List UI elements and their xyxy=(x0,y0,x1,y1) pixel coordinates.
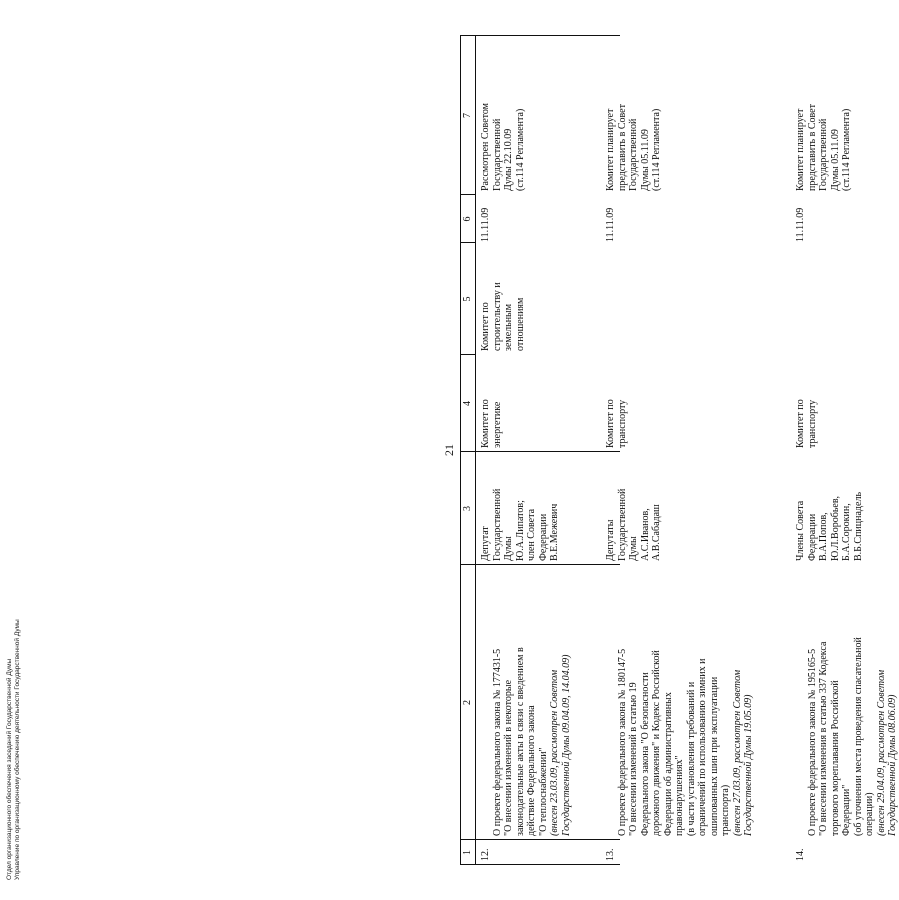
column-header-2: 2 xyxy=(462,700,473,705)
document-page xyxy=(20,20,898,880)
column-divider xyxy=(460,451,620,452)
column-header-1: 1 xyxy=(462,850,473,855)
column-divider xyxy=(460,864,620,865)
column-header-4: 4 xyxy=(462,401,473,406)
bill-title xyxy=(795,566,899,836)
column-header-3: 3 xyxy=(462,506,473,511)
bill-description: О проекте федерального закона № 180147-5 "О внесении изменений в статью 19 Федерального закона "О безопасности дорожного движения" и Кодекс Российской Федерации об административных правонарушениях" (в части установления требований и ограничений по использованию зимних и ошипованных шин при эксплуатации транспорта) xyxy=(616,648,731,836)
column-divider xyxy=(460,35,620,36)
page-footer xyxy=(6,20,26,880)
responsible-committee: Комитет по энергетике xyxy=(480,399,503,448)
bill-status: Рассмотрен Советом Государственной Думы 22.10.09 (ст.114 Регламента) xyxy=(480,102,526,191)
bill-description: О проекте федерального закона № 195165-5 "О внесении изменения в статью 337 Кодекса торгового мореплавания Российской Федерации" (об уточнении места проведения спасательной операции) xyxy=(806,637,875,836)
footer-directorate: Управление по организационному обеспечению деятельности Государственной Думы xyxy=(14,619,21,880)
column-header-7: 7 xyxy=(462,113,473,118)
deadline-date: 11.11.09 xyxy=(605,207,616,242)
bill-status: Комитет планирует представить в Совет Государственной Думы 05.11.09 (ст.114 Регламента) xyxy=(605,104,662,191)
column-divider xyxy=(460,564,620,565)
bill-status: Комитет планирует представить в Совет Государственной Думы 05.11.09 (ст.114 Регламента) xyxy=(795,104,852,191)
deadline-date: 11.11.09 xyxy=(480,207,491,242)
bill-submission-note: (внесен 23.03.09, рассмотрен Советом Государственной Думы 09.04.09, 14.04.09) xyxy=(549,654,572,836)
column-header-5: 5 xyxy=(462,296,473,302)
row-number: 14. xyxy=(795,848,806,861)
column-divider xyxy=(460,839,620,840)
bill-table xyxy=(460,35,898,865)
bill-initiator: Депутат Государственной Думы Ю.А.Липатов; член Совета Федерации В.Е.Межевич xyxy=(480,488,560,561)
bill-initiator: Члены Совета Федерации В.А.Попов, Ю.Л.Воробьев, Б.А.Сорокин, В.Б.Спицнадель xyxy=(795,491,864,561)
column-header-6: 6 xyxy=(462,216,473,222)
deadline-date: 11.11.09 xyxy=(795,207,806,242)
row-number: 13. xyxy=(605,848,616,861)
responsible-committee: Комитет по транспорту xyxy=(605,399,628,448)
bill-submission-note: (внесен 29.04.09, рассмотрен Советом Государственной Думы 08.06.09) xyxy=(875,669,898,836)
bill-title xyxy=(480,566,572,836)
row-number: 12. xyxy=(480,848,491,861)
bill-title xyxy=(605,566,755,836)
co-executor-committee: Комитет по строительству и земельным отношениям xyxy=(480,282,526,351)
bill-submission-note: (внесен 27.03.09, рассмотрен Советом Государственной Думы 19.05.09) xyxy=(731,669,754,836)
responsible-committee: Комитет по транспорту xyxy=(795,399,818,448)
footer-department: Отдел организационного обеспечения заседаний Государственной Думы xyxy=(6,658,13,880)
bill-initiator: Депутаты Государственной Думы А.С.Иванов, А.В.Сабадаш xyxy=(605,488,662,561)
bill-description: О проекте федерального закона № 177431-5 "О внесении изменений в некоторые законодательные акты в связи с введением в действие Федерального закона "О теплоснабжении" xyxy=(491,647,549,836)
page-number: 21 xyxy=(442,444,456,456)
